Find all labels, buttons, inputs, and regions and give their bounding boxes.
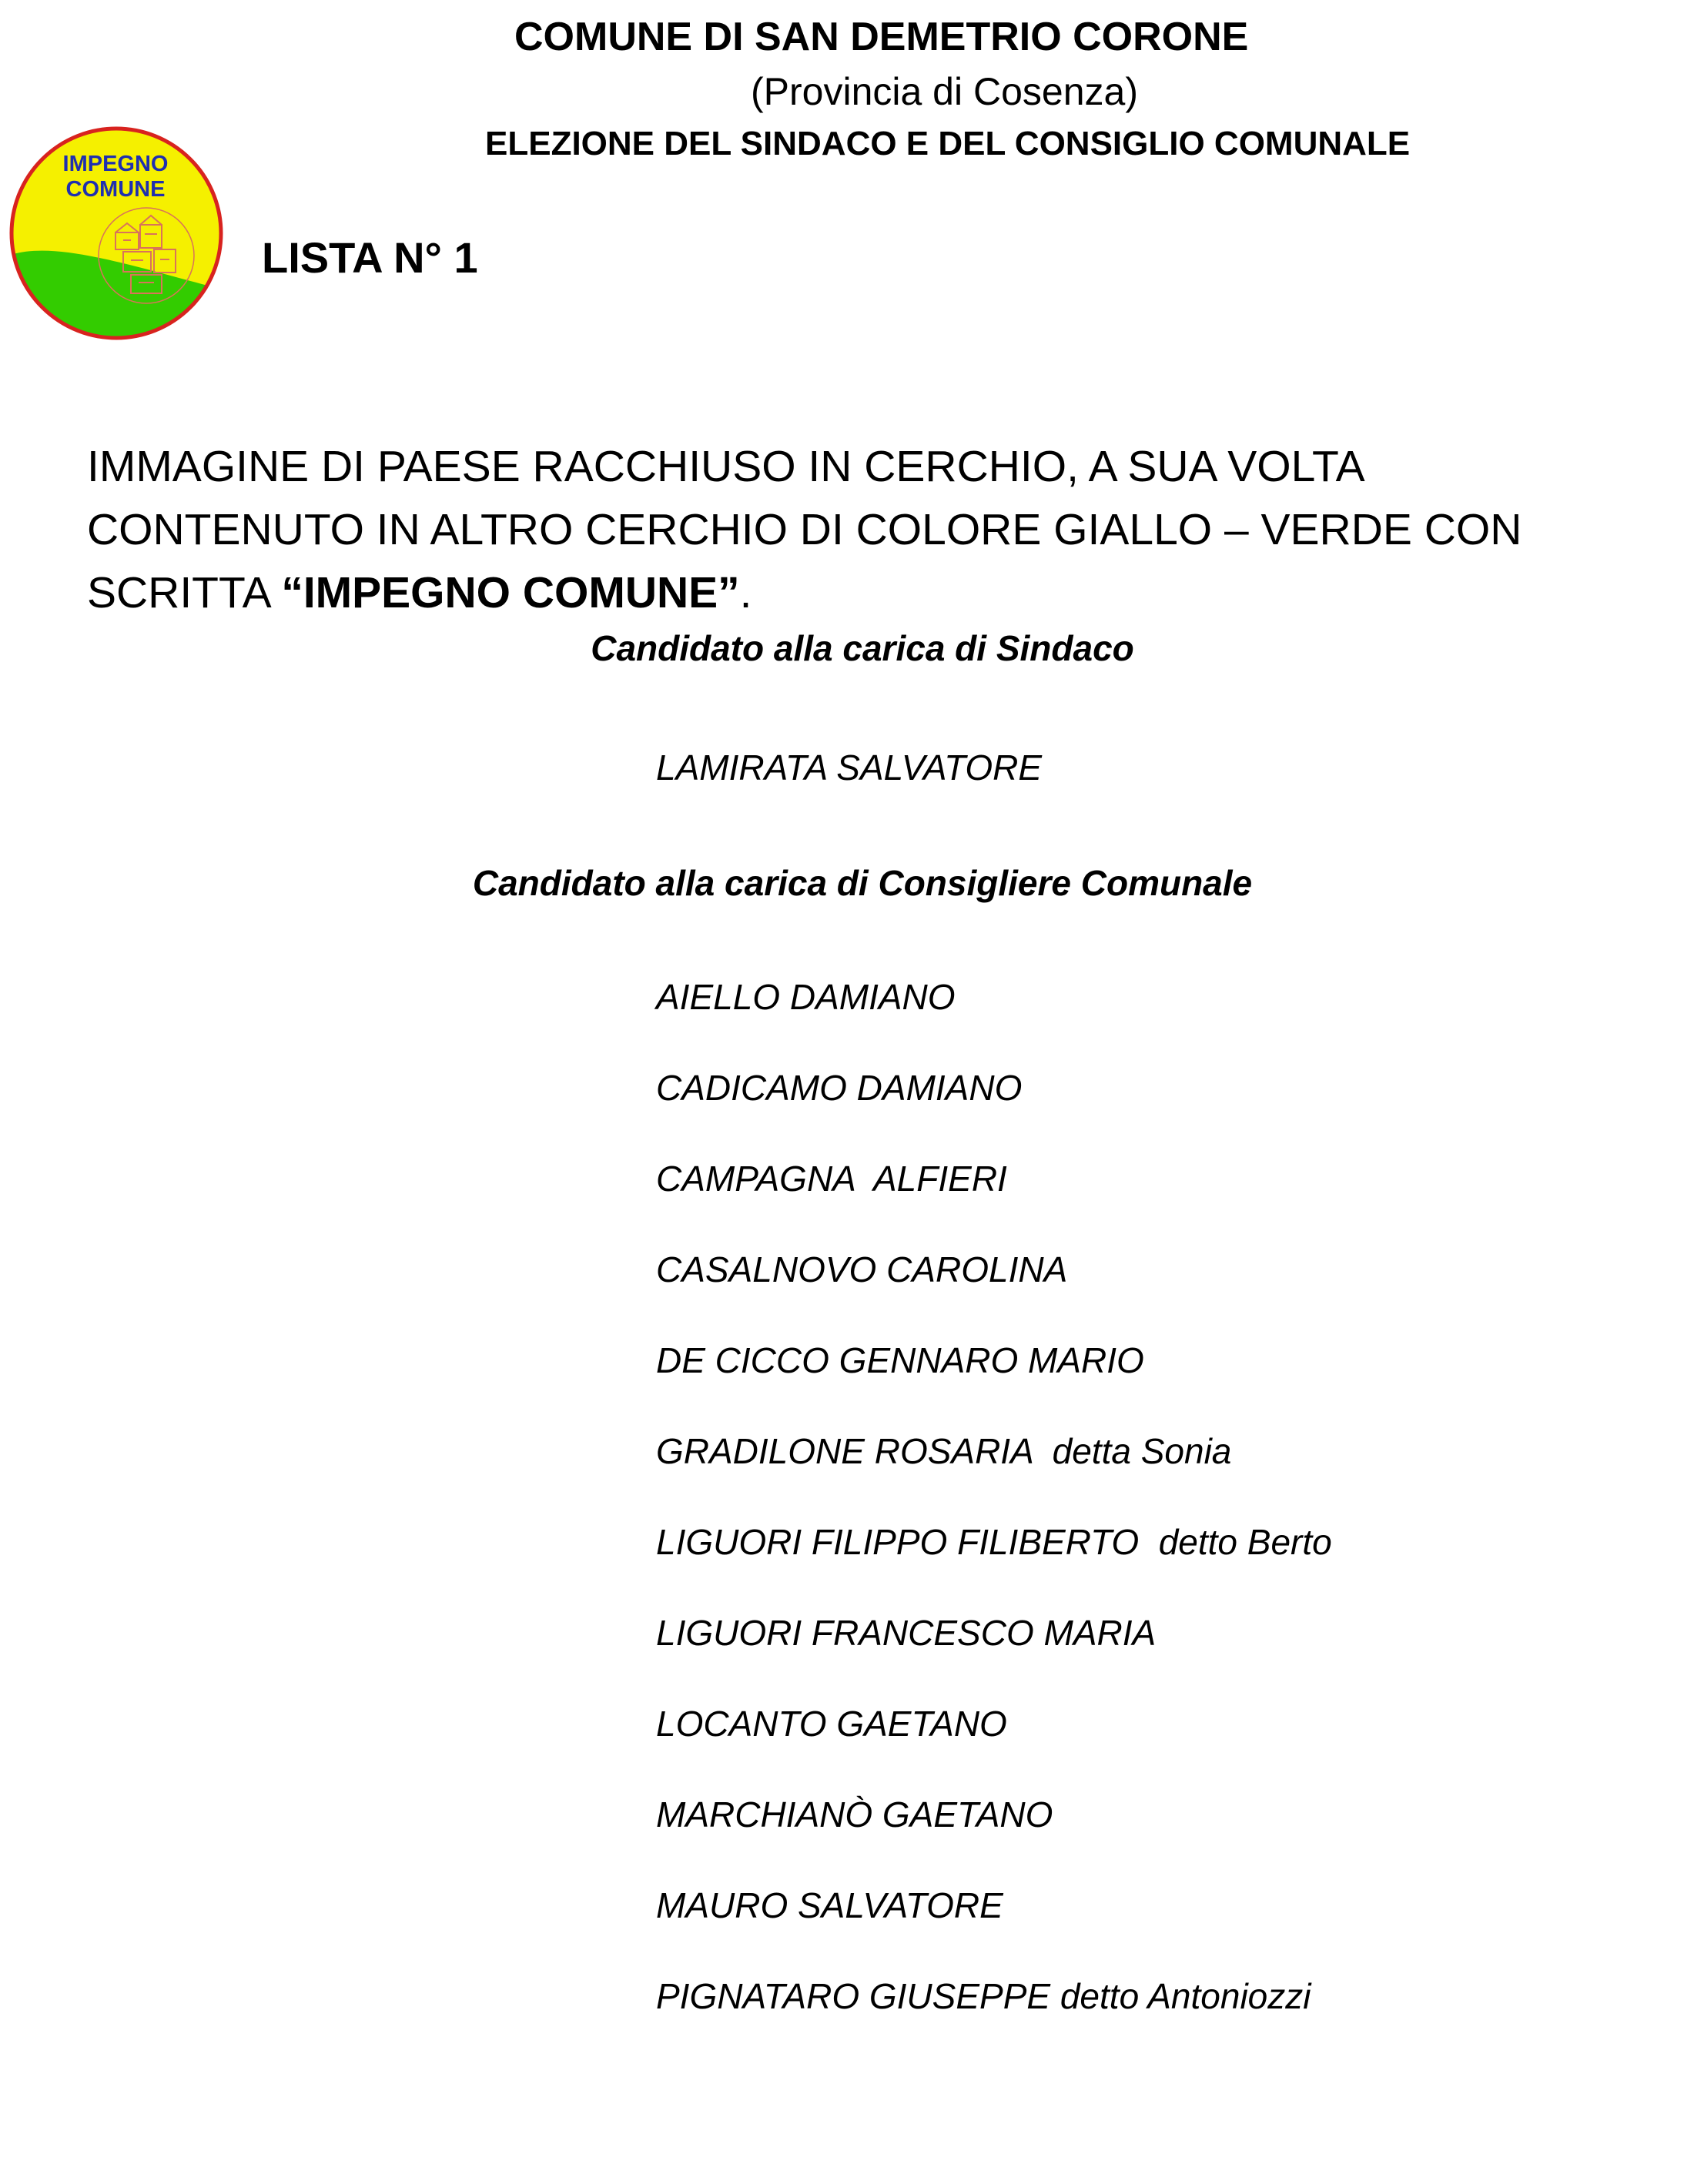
council-candidate: MARCHIANÒ GAETANO — [656, 1794, 1053, 1834]
council-candidate: CAMPAGNA ALFIERI — [656, 1159, 1007, 1199]
symbol-description — [87, 435, 1642, 624]
logo-text-line2: COMUNE — [65, 177, 166, 202]
symbol-description-end: . — [739, 568, 752, 617]
council-candidate: AIELLO DAMIANO — [656, 977, 956, 1017]
symbol-description-text: IMMAGINE DI PAESE RACCHIUSO IN CERCHIO, A SUA VOLTA CONTENUTO IN ALTRO CERCHIO DI COLORE GIALLO – VERDE CON SCRITTA — [87, 442, 1522, 617]
comune-title: COMUNE DI SAN DEMETRIO CORONE — [514, 15, 1249, 59]
council-candidate: CASALNOVO CAROLINA — [656, 1249, 1068, 1289]
council-candidate: DE CICCO GENNARO MARIO — [656, 1340, 1144, 1380]
council-candidates-heading: Candidato alla carica di Consigliere Comunale — [472, 863, 1253, 903]
council-candidate: LIGUORI FILIPPO FILIBERTO detto Berto — [656, 1522, 1332, 1562]
logo-text-line1: IMPEGNO — [62, 152, 169, 176]
symbol-description-name: “IMPEGNO COMUNE” — [281, 568, 740, 617]
council-candidate-list — [656, 974, 1332, 2064]
council-candidate: MAURO SALVATORE — [656, 1885, 1003, 1925]
list-number: LISTA N° 1 — [262, 233, 478, 282]
council-candidate: PIGNATARO GIUSEPPE detto Antoniozzi — [656, 1976, 1311, 2016]
election-title: ELEZIONE DEL SINDACO E DEL CONSIGLIO COMUNALE — [485, 125, 1411, 162]
impegno-comune-logo — [8, 125, 225, 342]
council-candidate: LIGUORI FRANCESCO MARIA — [656, 1613, 1157, 1653]
mayor-candidate-name: LAMIRATA SALVATORE — [656, 748, 1043, 788]
council-candidate: GRADILONE ROSARIA detta Sonia — [656, 1431, 1232, 1471]
mayor-candidate-heading: Candidato alla carica di Sindaco — [591, 628, 1134, 668]
provincia-subtitle: (Provincia di Cosenza) — [751, 70, 1138, 113]
council-candidate: LOCANTO GAETANO — [656, 1704, 1007, 1744]
council-candidate: CADICAMO DAMIANO — [656, 1068, 1023, 1108]
